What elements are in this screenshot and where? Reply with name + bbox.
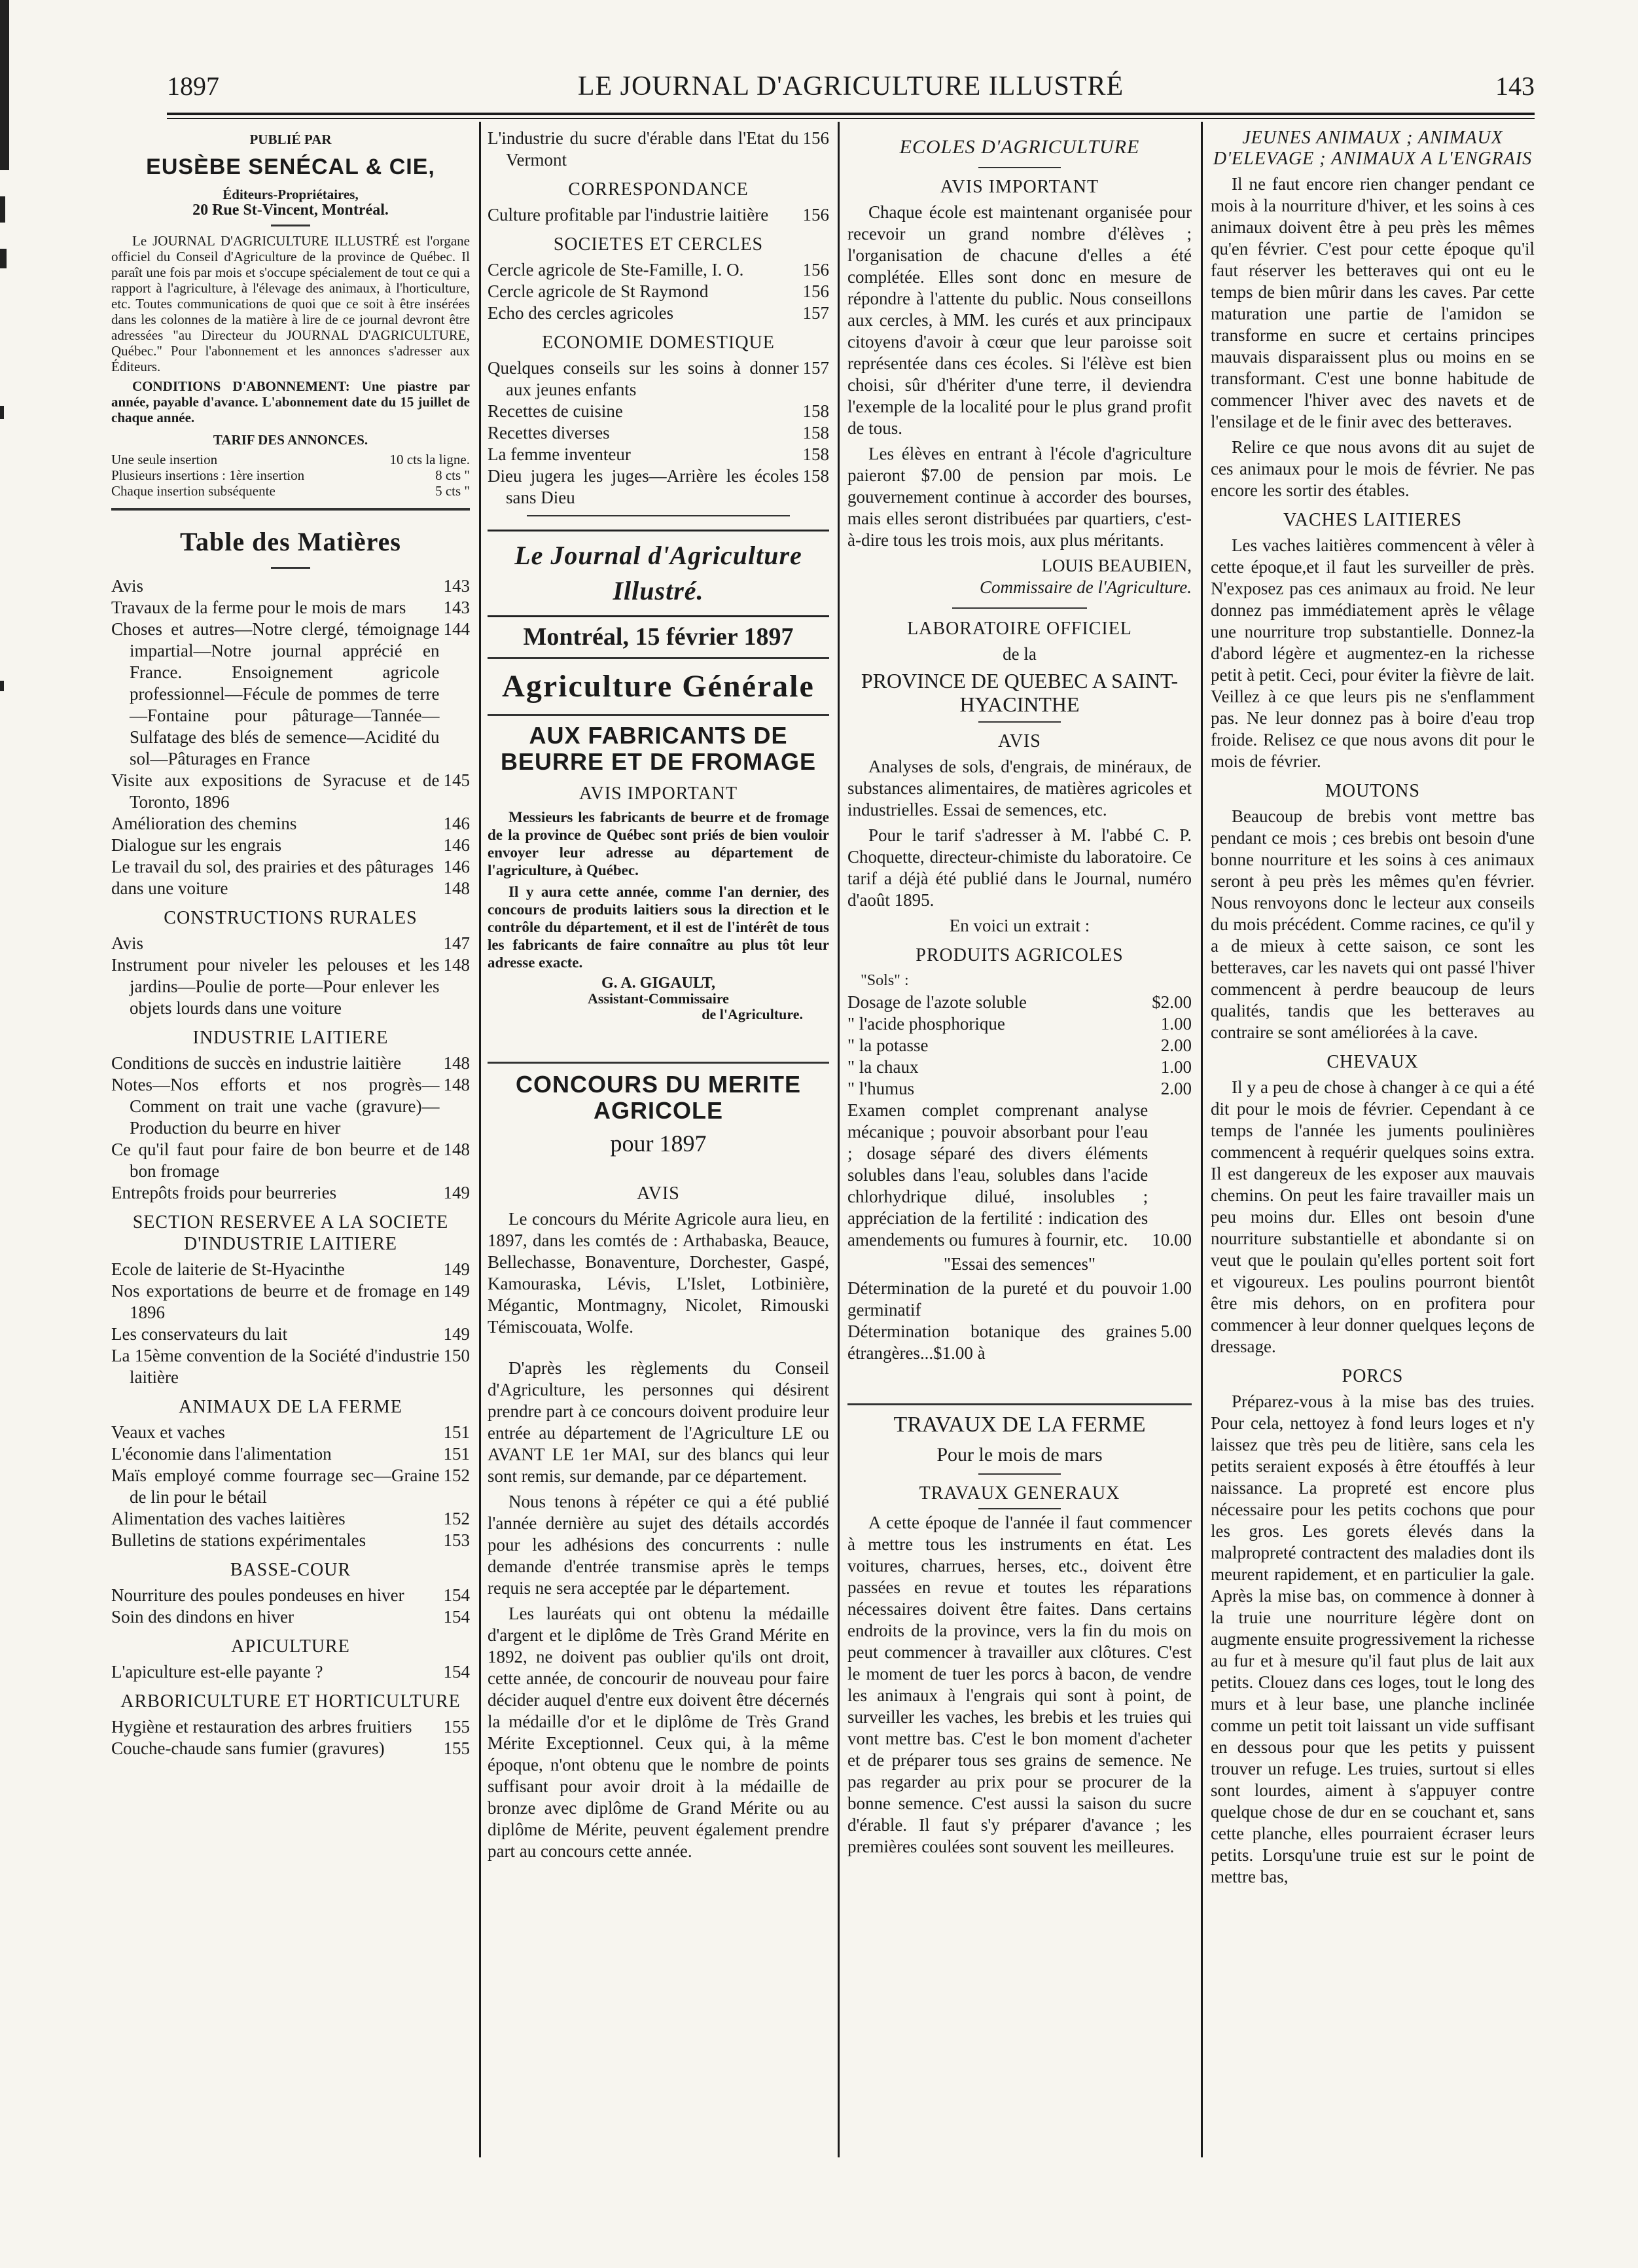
toc-entry xyxy=(488,401,829,422)
toc-entry-page: 149 xyxy=(443,1281,470,1301)
price-value: 5.00 xyxy=(1160,1322,1192,1341)
toc-entry-title: Amélioration des chemins xyxy=(111,814,297,833)
article-paragraph: Beaucoup de brebis vont mettre bas pendant ce mois ; ces brebis ont besoin d'une bonne nourriture et les soins à ces animaux seront à peu près les mêmes qu'en février. Nous renvoyons donc le lecteur aux conseils du mois précédent. Comme racines, ce qu'il y a de mieux à cette saison, ce sont les betteraves, car les navets qui ont passé l'hiver commencent à perdre beaucoup de leurs qualités, tandis que les betteraves au contraire se sont améliorées à la cave. xyxy=(1211,806,1535,1042)
toc-entry-title: Quelques conseils sur les soins à donner aux jeunes enfants xyxy=(488,358,799,399)
toc-entry-page: 149 xyxy=(443,1259,470,1279)
toc-section-heading: ECONOMIE DOMESTIQUE xyxy=(542,333,775,353)
toc-entry xyxy=(111,770,470,813)
article-paragraph: A cette époque de l'année il faut commencer à mettre tous les instruments en état. Les voitures, charrues, herses, etc., doivent être passées en revue et toutes les réparations nécessaires doivent être faites. Dans certains endroits de la province, vers la fin du mois on peut commencer à travailler aux clôtures. C'est le moment de tuer les porcs à bacon, de vendre les animaux à l'engrais qui sont à point, de surveiller les vaches, les brebis et les truies qui vont mettre bas. C'est le bon moment d'acheter et de préparer tous ses grains de semence. Ne pas regarder au prix pour se procurer de la bonne semence. C'est aussi la saison du sucre d'érable. Il faut s'y préparer d'avance ; les premières coulées sont souvent les meilleures. xyxy=(847,1513,1192,1856)
toc-entry xyxy=(111,1508,470,1530)
tarif-row xyxy=(111,467,470,483)
toc-entry xyxy=(111,1074,470,1139)
toc-entry xyxy=(488,444,829,465)
section-heading: PORCS xyxy=(1342,1366,1404,1386)
publisher-role: Éditeurs-Propriétaires, xyxy=(223,187,359,202)
toc-entry-page: 148 xyxy=(443,1075,470,1094)
toc-entry-page: 151 xyxy=(443,1422,470,1442)
toc-entry xyxy=(111,1465,470,1508)
article-paragraph: Messieurs les fabricants de beurre et de fromage de la province de Québec sont priés de bien vouloir envoyer leur adresse au département de l'agriculture, à Québec. xyxy=(488,809,829,878)
toc-entry-page: 148 xyxy=(443,1053,470,1073)
toc-entry-title: Maïs employé comme fourrage sec—Graine de lin pour le bétail xyxy=(111,1466,440,1507)
toc-entry-page: 148 xyxy=(443,878,470,898)
header-year: 1897 xyxy=(167,71,219,101)
toc-section-heading: SOCIETES ET CERCLES xyxy=(553,234,764,255)
toc-entry-page: 157 xyxy=(802,303,829,323)
column-3 xyxy=(847,128,1192,2176)
toc-entry xyxy=(488,259,829,281)
toc-entry-page: 158 xyxy=(802,401,829,421)
toc-entry xyxy=(111,933,470,954)
tarif-label: Plusieurs insertions : 1ère insertion xyxy=(111,467,305,483)
lab-title-2: de la xyxy=(1003,644,1037,664)
toc-entry-page: 152 xyxy=(443,1466,470,1485)
article-paragraph: D'après les règlements du Conseil d'Agriculture, les personnes qui désirent prendre part à ce concours doivent produire leur entrée au département de l'Agriculture LE ou AVANT LE 1er MAI, sur des blancs qui leur sont remis, sur demande, par ce département. xyxy=(488,1358,829,1486)
toc-title: Table des Matières xyxy=(180,527,401,556)
price-label: " la chaux xyxy=(847,1057,919,1077)
toc-entry xyxy=(111,1606,470,1628)
toc-section-heading: ARBORICULTURE ET HORTICULTURE xyxy=(120,1691,461,1712)
toc-entry xyxy=(111,575,470,597)
article-title-2: pour 1897 xyxy=(610,1130,707,1157)
section-title: Agriculture Générale xyxy=(502,669,815,704)
toc-entry-title: Veaux et vaches xyxy=(111,1422,225,1442)
toc-entry xyxy=(111,878,470,899)
tarif-price: 5 cts " xyxy=(435,483,470,499)
toc-entry-page: 147 xyxy=(443,933,470,953)
price-value: 10.00 xyxy=(1152,1230,1192,1250)
signature-role: de l'Agriculture. xyxy=(702,1006,803,1022)
toc-entry xyxy=(488,357,829,401)
sols-label: "Sols" : xyxy=(861,972,909,989)
article-title: ECOLES D'AGRICULTURE xyxy=(899,136,1140,158)
divider xyxy=(488,1062,829,1064)
price-value: 1.00 xyxy=(1160,1014,1192,1034)
price-label: " l'humus xyxy=(847,1079,915,1098)
page-header xyxy=(167,71,1535,111)
toc-entry-title: Dieu jugera les juges—Arrière les écoles sans Dieu xyxy=(488,466,799,507)
masthead-title-1: Le Journal d'Agriculture xyxy=(514,541,802,570)
toc-entry-page: 148 xyxy=(443,955,470,975)
price-list xyxy=(847,1278,1192,1364)
column-rule-1 xyxy=(479,122,481,2157)
publisher-name: EUSÈBE SENÉCAL & CIE, xyxy=(146,154,435,179)
toc-entry xyxy=(111,813,470,835)
toc-entry-page: 149 xyxy=(443,1324,470,1344)
toc-entry-page: 158 xyxy=(802,466,829,486)
article-title: AUX FABRICANTS DE BEURRE ET DE FROMAGE xyxy=(500,722,817,775)
divider xyxy=(978,167,1061,168)
toc-entry-page: 146 xyxy=(443,835,470,855)
toc-entry-page: 156 xyxy=(802,128,829,148)
toc-entry-page: 156 xyxy=(802,281,829,301)
section-heading: MOUTONS xyxy=(1325,781,1420,801)
article-title: CONCOURS DU MERITE AGRICOLE xyxy=(515,1071,801,1124)
toc-entry-title: Hygiène et restauration des arbres fruitiers xyxy=(111,1717,412,1737)
toc-entry-page: 149 xyxy=(443,1183,470,1202)
tarif-label: Chaque insertion subséquente xyxy=(111,483,276,499)
divider xyxy=(271,567,310,569)
article-paragraph: Nous tenons à répéter ce qui a été publié l'année dernière au sujet des détails accordés pour les adhésions des concurrents : nulle demande d'entrée transmise après le temps requis ne sera acceptée par le département. xyxy=(488,1492,829,1598)
article-subtitle: AVIS IMPORTANT xyxy=(940,177,1099,197)
column-2 xyxy=(488,128,829,2176)
toc-entry-title: Visite aux expositions de Syracuse et de Toronto, 1896 xyxy=(111,770,440,812)
price-label: Détermination de la pureté et du pouvoir germinatif xyxy=(847,1278,1157,1320)
column-rule-3 xyxy=(1201,122,1203,2157)
toc-entry xyxy=(111,1738,470,1759)
toc-entry xyxy=(111,1345,470,1388)
toc-entry xyxy=(111,1280,470,1323)
toc-entry-page: 143 xyxy=(443,576,470,596)
toc-section-heading: INDUSTRIE LAITIERE xyxy=(192,1028,389,1048)
signature-name: G. A. GIGAULT, xyxy=(601,975,716,992)
article-paragraph: Il y aura cette année, comme l'an dernier, des concours de produits laitiers sous la direction et le contrôle du département, et il est de l'intérêt de tous les fabricants de faire connaître au plus tôt leur adresse exacte. xyxy=(488,884,829,971)
toc-list xyxy=(111,575,470,899)
toc-entry-title: Les conservateurs du lait xyxy=(111,1324,288,1344)
article-title-2: Pour le mois de mars xyxy=(936,1444,1103,1466)
tarif-list xyxy=(111,452,470,499)
toc-entry-title: Echo des cercles agricoles xyxy=(488,303,674,323)
tarif-price: 10 cts la ligne. xyxy=(389,452,470,467)
divider xyxy=(488,657,829,659)
toc-entry-title: Bulletins de stations expérimentales xyxy=(111,1530,366,1550)
toc-entry xyxy=(111,954,470,1019)
toc-entry-title: Ecole de laiterie de St-Hyacinthe xyxy=(111,1259,345,1279)
lab-title-3: PROVINCE DE QUEBEC A SAINT-HYACINTHE xyxy=(861,669,1179,716)
price-value: 2.00 xyxy=(1160,1079,1192,1098)
toc-entry xyxy=(111,1530,470,1551)
masthead xyxy=(488,530,829,617)
toc-entry-title: Le travail du sol, des prairies et des pâturages xyxy=(111,857,434,876)
signature-role: Assistant-Commissaire xyxy=(588,990,729,1007)
toc-entry-title: Cercle agricole de Ste-Famille, I. O. xyxy=(488,260,744,279)
products-heading: PRODUITS AGRICOLES xyxy=(916,945,1124,965)
toc-entry xyxy=(111,1323,470,1345)
toc-entry xyxy=(488,281,829,302)
price-value: 2.00 xyxy=(1160,1035,1192,1055)
toc-entry-page: 145 xyxy=(443,770,470,790)
price-row xyxy=(847,992,1192,1013)
toc-entry-page: 155 xyxy=(443,1738,470,1758)
journal-title: LE JOURNAL D'AGRICULTURE ILLUSTRÉ xyxy=(577,71,1124,101)
toc-entry-page: 154 xyxy=(443,1662,470,1682)
divider xyxy=(488,714,829,716)
divider xyxy=(847,1403,1192,1405)
column-rule-2 xyxy=(838,122,840,2157)
toc-entry-title: Recettes de cuisine xyxy=(488,401,623,421)
header-rule xyxy=(167,113,1535,115)
article-subtitle: AVIS xyxy=(637,1183,680,1204)
toc-entry-page: 156 xyxy=(802,260,829,279)
price-label: " l'acide phosphorique xyxy=(847,1014,1005,1034)
tarif-row xyxy=(111,452,470,467)
toc-entry-page: 156 xyxy=(802,205,829,225)
toc-entry-title: Notes—Nos efforts et nos progrès—Comment on trait une vache (gravure)—Production du beurre en hiver xyxy=(111,1075,440,1138)
column-1 xyxy=(111,128,470,2176)
toc-entry xyxy=(111,1422,470,1443)
article-paragraph: Il ne faut encore rien changer pendant ce mois à la nourriture d'hiver, et les soins à ces animaux doivent être à peu près les mêmes qu'en février. C'est pour cette époque qu'il faut réserver les betteraves qui ont eu le temps de bien mûrir dans les caves. Par cette maturation une partie de l'amidon se transforme en sucre et certains principes mauvais disparaissent plus ou moins en se transformant. C'est une bonne habitude de commencer l'hiver avec des navets et de l'ensilage et de le finir avec des betteraves. xyxy=(1211,174,1535,431)
article-title: JEUNES ANIMAUX ; ANIMAUX D'ELEVAGE ; ANIMAUX A L'ENGRAIS xyxy=(1213,128,1533,169)
toc-entry xyxy=(111,1443,470,1465)
toc-entry xyxy=(488,465,829,509)
toc-sections xyxy=(111,907,470,1759)
divider xyxy=(952,607,1087,609)
price-label: Dosage de l'azote soluble xyxy=(847,992,1027,1012)
toc-section-heading: BASSE-COUR xyxy=(230,1560,351,1580)
lab-title-1: LABORATOIRE OFFICIEL xyxy=(907,619,1132,639)
toc-entry xyxy=(488,422,829,444)
toc-entry-title: Recettes diverses xyxy=(488,423,610,442)
price-row xyxy=(847,1100,1192,1251)
subscription-conditions: CONDITIONS D'ABONNEMENT: Une piastre par année, payable d'avance. L'abonnement date du 15 juillet de chaque année. xyxy=(111,378,470,425)
toc-entry xyxy=(488,204,829,226)
toc-entry xyxy=(111,619,470,770)
publisher-label: PUBLIÉ PAR xyxy=(249,132,332,147)
page-number: 143 xyxy=(1495,71,1535,101)
toc-section-heading: SECTION RESERVEE A LA SOCIETE D'INDUSTRIE LAITIERE xyxy=(132,1212,449,1254)
signature-name: LOUIS BEAUBIEN, xyxy=(1041,556,1192,575)
toc-entry-title: Nos exportations de beurre et de fromage en 1896 xyxy=(111,1281,440,1322)
article-paragraph: Les lauréats qui ont obtenu la médaille d'argent et le diplôme de Très Grand Mérite en 1892, ne doivent pas oublier qu'ils ont droit, cette année, de concourir de nouveau pour faire décider auquel d'entre eux doivent être décernés la médaille d'or et le diplôme de Très Grand Mérite Exceptionnel. Ceux qui, à la même époque, n'ont obtenu que le nombre de points suffisant pour avoir droit à la médaille de bronze avec diplôme de Grand Mérite ou au diplôme de Mérite, peuvent également prendre part au concours cette année. xyxy=(488,1604,829,1861)
toc-entry xyxy=(111,597,470,619)
price-row xyxy=(847,1056,1192,1078)
toc-entry-page: 146 xyxy=(443,814,470,833)
toc-entry-title: Choses et autres—Notre clergé, témoignage impartial—Notre journal apprécié en France. Ensoignement agricole professionnel—Fécule de pommes de terre—Fontaine pour pâturage—Tannée—Sulfatage des blés de semence—Acidité du sol—Pâturages en France xyxy=(111,619,440,768)
article-paragraph: Les vaches laitières commencent à vêler à cette époque,et il faut les surveiller de près. N'exposez pas ces animaux au froid. Ne leur donnez pas immédiatement après le vêlage une nourriture trop substantielle. Donnez-la d'abord légère et augmentez-en la richesse petit à petit. Ceci, pour éviter la fièvre de lait. Veillez à ce que leurs pis ne s'enflamment pas. Ne leur donnez pas à boire d'eau trop froide. Relisez ce que nous avons dit pour le mois de février. xyxy=(1211,535,1535,771)
toc-continued xyxy=(488,128,829,171)
divider xyxy=(978,1508,1061,1509)
publisher-info: Le JOURNAL D'AGRICULTURE ILLUSTRÉ est l'organe officiel du Conseil d'Agriculture de la province de Québec. Il paraît une fois par mois et s'occupe spécialement de tout ce qui a rapport à l'agriculture, à l'élevage des animaux, à l'horticulture, etc. Toutes communications de quoi que ce soit à être insérées dans les colonnes de la matière à lire de ce journal devront être adressées "au Directeur du JOURNAL D'AGRICULTURE, Québec." Pour l'abonnement et les annonces s'adresser aux Éditeurs. xyxy=(111,233,470,374)
article-paragraph: Relire ce que nous avons dit au sujet de ces animaux pour le mois de février. Ne pas encore les sortir des étables. xyxy=(1211,437,1535,500)
article-subtitle: AVIS IMPORTANT xyxy=(579,783,738,804)
toc-entry xyxy=(111,1585,470,1606)
toc-entry-title: Instrument pour niveler les pelouses et les jardins—Poulie de porte—Pour enlever les objets lourds dans une voiture xyxy=(111,955,440,1018)
price-row xyxy=(847,1278,1192,1321)
toc-entry xyxy=(111,1053,470,1074)
section-heading: CHEVAUX xyxy=(1326,1052,1419,1072)
toc-entry-title: La femme inventeur xyxy=(488,444,631,464)
toc-entry-title: Cercle agricole de St Raymond xyxy=(488,281,709,301)
price-row xyxy=(847,1078,1192,1100)
scan-edge-marks xyxy=(0,0,26,2268)
toc-entry-page: 150 xyxy=(443,1346,470,1365)
price-label: " la potasse xyxy=(847,1035,929,1055)
toc-entry-title: L'économie dans l'alimentation xyxy=(111,1444,332,1464)
toc-continued-sections xyxy=(488,179,829,509)
toc-entry-title: Conditions de succès en industrie laitière xyxy=(111,1053,402,1073)
toc-entry-page: 155 xyxy=(443,1717,470,1737)
toc-section-heading: CORRESPONDANCE xyxy=(568,179,749,200)
toc-entry xyxy=(111,1139,470,1182)
toc-entry-title: Dialogue sur les engrais xyxy=(111,835,282,855)
price-row xyxy=(847,1321,1192,1364)
toc-entry-title: La 15ème convention de la Société d'industrie laitière xyxy=(111,1346,440,1387)
toc-entry-page: 144 xyxy=(443,619,470,639)
toc-entry-page: 154 xyxy=(443,1607,470,1627)
article-paragraph: Pour le tarif s'adresser à M. l'abbé C. P. Choquette, directeur-chimiste du laboratoire. Ce tarif a déjà été publié dans le Journal, numéro d'août 1895. xyxy=(847,825,1192,910)
issue-date: Montréal, 15 février 1897 xyxy=(523,623,794,651)
price-label: Détermination botanique des graines étrangères...$1.00 à xyxy=(847,1322,1157,1363)
toc-entry-page: 143 xyxy=(443,598,470,617)
article-subtitle: AVIS xyxy=(998,731,1041,751)
toc-entry xyxy=(111,1182,470,1204)
toc-entry-title: Ce qu'il faut pour faire de bon beurre et de bon fromage xyxy=(111,1140,440,1181)
toc-entry-page: 153 xyxy=(443,1530,470,1550)
toc-entry-title: Avis xyxy=(111,576,144,596)
divider xyxy=(978,721,1061,723)
article-paragraph: Le concours du Mérite Agricole aura lieu, en 1897, dans les comtés de : Arthabaska, Beauce, Bellechasse, Bonaventure, Dorchester, Gaspé, Kamouraska, Lévis, L'Islet, Lotbinière, Mégantic, Montmagny, Nicolet, Rimouski Témiscouata, Wolfe. xyxy=(488,1209,829,1337)
toc-entry-title: dans une voiture xyxy=(111,878,228,898)
toc-entry-page: 151 xyxy=(443,1444,470,1464)
toc-entry-page: 158 xyxy=(802,423,829,442)
toc-entry xyxy=(111,1661,470,1683)
price-list xyxy=(847,992,1192,1100)
toc-entry-title: L'apiculture est-elle payante ? xyxy=(111,1662,323,1682)
seeds-label: "Essai des semences" xyxy=(944,1254,1095,1274)
toc-entry-title: Nourriture des poules pondeuses en hiver xyxy=(111,1585,404,1605)
toc-entry xyxy=(488,302,829,324)
toc-section-heading: ANIMAUX DE LA FERME xyxy=(179,1397,402,1417)
section-heading: VACHES LAITIERES xyxy=(1283,510,1462,530)
toc-entry xyxy=(111,1716,470,1738)
article-subtitle: TRAVAUX GENERAUX xyxy=(919,1483,1120,1503)
toc-entry xyxy=(111,835,470,856)
article-paragraph: Les élèves en entrant à l'école d'agriculture paieront $7.00 de pension par mois. Le gouvernement continue à accorder des bourses, mais elles seront distribuées par quartiers, c'est-à-dire tous les trois mois, aux plus méritants. xyxy=(847,444,1192,550)
price-value: $2.00 xyxy=(1152,992,1192,1012)
toc-entry-title: Avis xyxy=(111,933,144,953)
toc-entry xyxy=(111,856,470,878)
toc-entry-page: 158 xyxy=(802,444,829,464)
price-value: 1.00 xyxy=(1160,1278,1192,1298)
price-value: 1.00 xyxy=(1160,1057,1192,1077)
masthead-title-2: Illustré. xyxy=(613,576,704,605)
toc-section-heading: APICULTURE xyxy=(231,1636,350,1657)
tarif-price: 8 cts " xyxy=(435,467,470,483)
toc-entry-title: Couche-chaude sans fumier (gravures) xyxy=(111,1738,385,1758)
toc-entry-title: Alimentation des vaches laitières xyxy=(111,1509,346,1528)
toc-entry-page: 152 xyxy=(443,1509,470,1528)
publisher-address: 20 Rue St-Vincent, Montréal. xyxy=(192,202,389,219)
toc-entry-title: L'industrie du sucre d'érable dans l'Etat du Vermont xyxy=(488,128,799,170)
toc-entry xyxy=(488,128,829,171)
header-rule-thin xyxy=(167,118,1535,119)
tarif-label: Une seule insertion xyxy=(111,452,218,467)
price-row xyxy=(847,1035,1192,1056)
divider xyxy=(527,515,790,516)
divider xyxy=(271,225,310,226)
signature-role: Commissaire de l'Agriculture. xyxy=(980,577,1192,597)
toc-entry-title: Travaux de la ferme pour le mois de mars xyxy=(111,598,406,617)
toc-entry-page: 157 xyxy=(802,358,829,378)
toc-entry xyxy=(111,1259,470,1280)
tarif-row xyxy=(111,483,470,499)
article-paragraph: Préparez-vous à la mise bas des truies. Pour cela, nettoyez à fond leurs loges et n'y laissez que très peu de litière, sans cela les petits seraient exposés à être étouffés à leur naissance. La propreté est encore plus nécessaire pour les petits cochons que pour les gros. Les gorets élevés dans la malpropreté contractent des maladies dont ils meurent rapidement, et en particulier la gale. Après la mise bas, on commence à donner à la truie une nourriture légère dont on augmente ensuite progressivement la richesse au fur et à mesure qu'il faut plus de lait aux petits. Clouez dans ces loges, tout le long des murs et à leur base, une planche inclinée comme un petit toit laissant un vide suffisant en dessous pour que les petits y puissent trouver un refuge. Les truies, surtout si elles sont lourdes, aiment à s'appuyer contre quelque chose de dur en se couchant et, sans cette planche, elles pourraient écraser leurs petits. Lorsqu'une truie est sur le point de mettre bas, xyxy=(1211,1392,1535,1886)
price-row xyxy=(847,1013,1192,1035)
toc-entry-page: 146 xyxy=(443,857,470,876)
article-title: TRAVAUX DE LA FERME xyxy=(893,1413,1146,1437)
price-label: Examen complet comprenant analyse mécanique ; pouvoir absorbant pour l'eau ; dosage séparé des divers éléments solubles dans l'eau, solubles dans l'acide chlorhydrique dilué, insolubles ; appréciation de la fertilité : indication des amendements ou fumures à fournir, etc. xyxy=(847,1100,1148,1250)
toc-section-heading: CONSTRUCTIONS RURALES xyxy=(164,908,418,928)
divider xyxy=(111,508,470,511)
column-4 xyxy=(1211,128,1535,2176)
divider xyxy=(978,1473,1061,1475)
article-paragraph: Il y a peu de chose à changer à ce qui a été dit pour le mois de février. Cependant à ce temps de l'année les juments poulinières commencent à requérir quelques soins extra. Il est dangereux de les exposer aux mauvais chemins. On peut les faire travailler mais un peu moins dur. Elles ont besoin d'une nourriture substantielle et abondante si on veut que le poulain qu'elles portent soit fort et vigoureux. Les poulins pourront bientôt être mis dehors, on en profitera pour commencer à leur donner quelques leçons de dressage. xyxy=(1211,1077,1535,1356)
article-paragraph: Chaque école est maintenant organisée pour recevoir un grand nombre d'élèves ; l'organisation de chacune d'elles a été complétée. Elles sont donc en mesure de répondre à l'attente du public. Nous conseillons aux cercles, à MM. les curés et aux principaux citoyens d'avoir à cœur que leur paroisse soit représentée dans ces écoles. Si l'élève est bien choisi, sûr d'hériter d'une terre, il deviendra l'exemple de la localité pour le plus grand profit de tous. xyxy=(847,202,1192,438)
toc-entry-page: 154 xyxy=(443,1585,470,1605)
tarif-title: TARIF DES ANNONCES. xyxy=(213,432,368,448)
toc-entry-page: 148 xyxy=(443,1140,470,1159)
toc-entry-title: Culture profitable par l'industrie laitière xyxy=(488,205,769,225)
toc-entry-title: Soin des dindons en hiver xyxy=(111,1607,294,1627)
toc-entry-title: Entrepôts froids pour beurreries xyxy=(111,1183,337,1202)
article-paragraph: Analyses de sols, d'engrais, de minéraux, de substances alimentaires, de matières agricoles et industrielles. Essai de semences, etc. xyxy=(847,757,1192,819)
extract-label: En voici un extrait : xyxy=(949,916,1090,935)
